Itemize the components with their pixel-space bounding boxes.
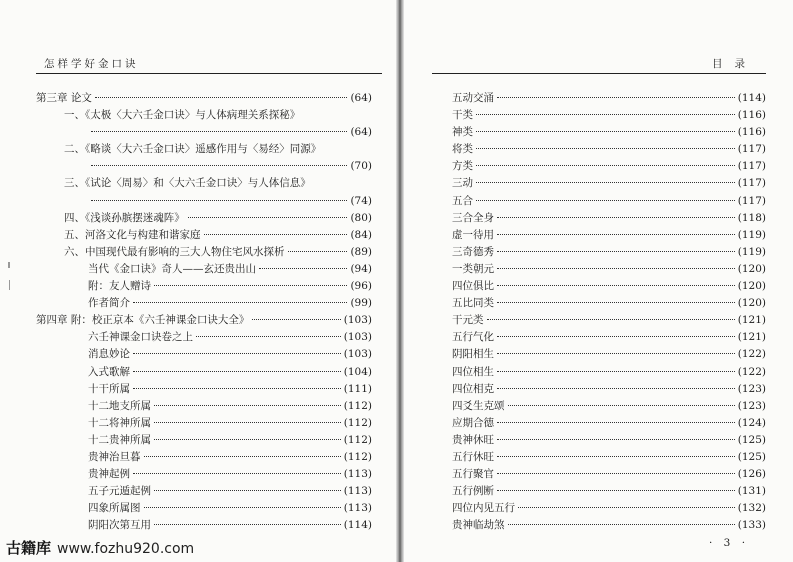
book-gutter <box>396 0 404 562</box>
toc-entry[interactable] <box>432 346 766 363</box>
toc-entry[interactable] <box>432 210 766 227</box>
toc-entry-title: 三奇德秀 <box>452 245 494 258</box>
scan-speck <box>8 262 10 268</box>
toc-entry-title: 贵神临劫煞 <box>452 519 505 532</box>
toc-leader-dots <box>91 200 347 201</box>
toc-entry-page: (125) <box>737 433 766 446</box>
toc-leader-dots <box>133 302 347 303</box>
toc-entry-page: (113) <box>343 468 372 481</box>
toc-entry-page: (121) <box>737 314 766 327</box>
toc-leader-dots <box>487 319 735 320</box>
right-running-head: 目录 <box>712 58 757 70</box>
toc-entry-title: 贵神休旺 <box>452 433 494 446</box>
toc-leader-dots <box>476 114 735 115</box>
toc-entry[interactable] <box>36 244 372 261</box>
toc-leader-dots <box>497 217 735 218</box>
toc-entry-page: (89) <box>350 245 372 258</box>
toc-entry-page: (64) <box>350 126 372 139</box>
toc-entry-title: 四位相克 <box>452 382 494 395</box>
toc-entry[interactable] <box>432 364 766 381</box>
toc-entry-title: 四位相生 <box>452 365 494 378</box>
toc-entry-page: (131) <box>737 485 766 498</box>
toc-entry-title: 一类朝元 <box>452 262 494 275</box>
toc-entry[interactable] <box>36 364 372 381</box>
toc-leader-dots <box>154 524 341 525</box>
toc-entry-title: 三合全身 <box>452 211 494 224</box>
toc-leader-dots <box>133 473 341 474</box>
toc-entry-title: 四象所属图 <box>88 502 141 515</box>
toc-leader-dots <box>133 371 341 372</box>
toc-entry-title: 阴阳相生 <box>452 348 494 361</box>
toc-entry-page: (113) <box>343 485 372 498</box>
toc-entry[interactable] <box>432 278 766 295</box>
toc-entry-page: (126) <box>737 468 766 481</box>
toc-entry-page: (94) <box>350 262 372 275</box>
toc-entry-title: 五子元遁起例 <box>88 485 151 498</box>
toc-entry-page: (111) <box>343 382 372 395</box>
toc-entry-page: (118) <box>737 211 766 224</box>
toc-entry-title: 十二地支所属 <box>88 399 151 412</box>
toc-entry-page: (117) <box>737 143 766 156</box>
toc-entry-title: 二、《略谈〈大六壬金口诀〉遥感作用与〈易经〉同源》 <box>64 143 322 156</box>
watermark[interactable] <box>6 537 194 558</box>
toc-entry[interactable] <box>36 312 372 329</box>
toc-entry[interactable] <box>432 295 766 312</box>
toc-entry[interactable] <box>36 381 372 398</box>
toc-entry-title: 三、《试论〈周易〉和〈大六壬金口诀〉与人体信息》 <box>64 177 311 190</box>
toc-leader-dots <box>497 251 735 252</box>
toc-leader-dots <box>518 507 735 508</box>
toc-entry[interactable] <box>36 261 372 278</box>
left-running-head: 怎样学好金口诀 <box>44 58 139 70</box>
toc-entry[interactable] <box>432 466 766 483</box>
toc-leader-dots <box>497 268 735 269</box>
toc-entry-title: 五行例断 <box>452 485 494 498</box>
toc-entry-page: (84) <box>350 228 372 241</box>
toc-entry[interactable] <box>432 432 766 449</box>
toc-entry[interactable] <box>36 158 372 175</box>
toc-entry-page: (122) <box>737 365 766 378</box>
toc-leader-dots <box>476 200 735 201</box>
toc-entry-page: (114) <box>343 519 372 532</box>
toc-entry-page: (116) <box>737 126 766 139</box>
toc-leader-dots <box>204 234 348 235</box>
toc-entry-title: 应期合德 <box>452 416 494 429</box>
toc-leader-dots <box>91 131 347 132</box>
toc-entry-title: 干元类 <box>452 314 484 327</box>
toc-entry[interactable] <box>36 295 372 312</box>
toc-entry-page: (120) <box>737 280 766 293</box>
toc-leader-dots <box>508 405 735 406</box>
toc-leader-dots <box>497 439 735 440</box>
toc-entry[interactable] <box>432 483 766 500</box>
toc-entry[interactable] <box>432 90 766 107</box>
toc-entry-title: 四位内见五行 <box>452 502 515 515</box>
toc-leader-dots <box>497 490 735 491</box>
toc-entry-title: 贵神起例 <box>88 468 130 481</box>
scan-speck <box>9 280 10 290</box>
right-header-rule <box>432 73 766 74</box>
toc-entry-title: 五行气化 <box>452 331 494 344</box>
watermark-site[interactable]: www.fozhu920.com <box>57 541 195 557</box>
toc-entry-page: (121) <box>737 331 766 344</box>
toc-entry-title: 四、《浅谈孙膑摆迷魂阵》 <box>64 211 185 224</box>
toc-entry-title: 一、《太极〈大六壬金口诀〉与人体病理关系探秘》 <box>64 109 301 122</box>
toc-entry[interactable] <box>432 141 766 158</box>
toc-leader-dots <box>144 456 341 457</box>
toc-entry[interactable] <box>36 500 372 517</box>
toc-entry[interactable] <box>36 90 372 107</box>
toc-entry[interactable] <box>36 466 372 483</box>
toc-entry-title: 神类 <box>452 126 473 139</box>
toc-entry-title: 五行休旺 <box>452 450 494 463</box>
toc-leader-dots <box>497 371 735 372</box>
toc-leader-dots <box>476 131 735 132</box>
toc-leader-dots <box>95 97 348 98</box>
toc-entry-page: (122) <box>737 348 766 361</box>
toc-entry[interactable] <box>36 398 372 415</box>
toc-entry-title: 干类 <box>452 109 473 122</box>
toc-entry-page: (123) <box>737 399 766 412</box>
toc-entry-page: (80) <box>350 211 372 224</box>
left-header-rule <box>36 73 382 74</box>
toc-entry[interactable] <box>432 158 766 175</box>
toc-entry-page: (120) <box>737 297 766 310</box>
toc-entry[interactable] <box>36 449 372 466</box>
toc-leader-dots <box>144 507 341 508</box>
page-number: · 3 · <box>709 537 750 549</box>
toc-entry-page: (104) <box>343 365 372 378</box>
toc-entry-page: (74) <box>350 194 372 207</box>
toc-leader-dots <box>259 268 347 269</box>
toc-entry-page: (99) <box>350 297 372 310</box>
toc-leader-dots <box>154 285 347 286</box>
toc-leader-dots <box>188 217 348 218</box>
toc-entry-title: 十干所属 <box>88 382 130 395</box>
toc-entry[interactable] <box>432 175 766 192</box>
toc-entry-title: 第三章 论文 <box>36 92 92 104</box>
toc-entry-page: (112) <box>343 433 372 446</box>
toc-entry-page: (119) <box>737 228 766 241</box>
toc-leader-dots <box>497 285 735 286</box>
toc-entry-title: 附：友人赠诗 <box>88 280 151 293</box>
toc-leader-dots <box>497 234 735 235</box>
toc-entry[interactable] <box>432 329 766 346</box>
toc-entry[interactable] <box>432 415 766 432</box>
toc-entry-title: 阴阳次第互用 <box>88 519 151 532</box>
toc-entry-page: (96) <box>350 280 372 293</box>
toc-entry[interactable] <box>432 312 766 329</box>
toc-entry[interactable] <box>432 398 766 415</box>
toc-entry[interactable] <box>36 210 372 227</box>
toc-entry-title: 五、河洛文化与构建和谐家庭 <box>64 228 201 241</box>
toc-entry-page: (103) <box>343 314 372 327</box>
toc-leader-dots <box>252 319 340 320</box>
toc-entry[interactable] <box>432 244 766 261</box>
toc-entry[interactable] <box>432 124 766 141</box>
toc-entry-title: 消息妙论 <box>88 348 130 361</box>
toc-entry-page: (116) <box>737 109 766 122</box>
toc-entry[interactable] <box>36 107 372 124</box>
toc-entry[interactable] <box>432 261 766 278</box>
toc-entry[interactable] <box>432 500 766 517</box>
toc-entry-title: 五动交涌 <box>452 92 494 104</box>
toc-entry[interactable] <box>432 381 766 398</box>
toc-entry-page: (132) <box>737 502 766 515</box>
toc-entry[interactable] <box>432 227 766 244</box>
toc-leader-dots <box>154 422 341 423</box>
toc-entry-page: (112) <box>343 450 372 463</box>
left-toc-list <box>36 90 372 534</box>
toc-leader-dots <box>497 388 735 389</box>
toc-entry-page: (114) <box>737 92 766 104</box>
toc-entry-title: 当代《金口诀》奇人——玄还贵出山 <box>88 262 256 275</box>
toc-entry-page: (125) <box>737 450 766 463</box>
toc-entry-page: (117) <box>737 177 766 190</box>
toc-entry-title: 方类 <box>452 160 473 173</box>
toc-leader-dots <box>154 405 341 406</box>
toc-entry-title: 贵神治旦暮 <box>88 450 141 463</box>
toc-entry-title: 十二将神所属 <box>88 416 151 429</box>
toc-entry-title: 五合 <box>452 194 473 207</box>
toc-entry-page: (123) <box>737 382 766 395</box>
toc-leader-dots <box>91 165 347 166</box>
toc-leader-dots <box>288 251 348 252</box>
toc-entry[interactable] <box>36 415 372 432</box>
toc-entry-title: 作者简介 <box>88 297 130 310</box>
toc-entry-page: (120) <box>737 262 766 275</box>
toc-leader-dots <box>497 456 735 457</box>
toc-entry-page: (103) <box>343 348 372 361</box>
toc-entry-title: 入式歌解 <box>88 365 130 378</box>
watermark-name: 古籍库 <box>6 539 52 557</box>
toc-entry[interactable] <box>432 193 766 210</box>
toc-entry[interactable] <box>36 432 372 449</box>
toc-leader-dots <box>196 336 341 337</box>
toc-entry[interactable] <box>36 483 372 500</box>
toc-leader-dots <box>497 302 735 303</box>
toc-entry-title: 虚一待用 <box>452 228 494 241</box>
toc-entry[interactable] <box>36 346 372 363</box>
toc-entry-title: 十二贵神所属 <box>88 433 151 446</box>
toc-leader-dots <box>497 97 735 98</box>
toc-leader-dots <box>508 524 735 525</box>
toc-leader-dots <box>497 353 735 354</box>
toc-entry[interactable] <box>36 329 372 346</box>
toc-entry-page: (133) <box>737 519 766 532</box>
toc-entry-page: (119) <box>737 245 766 258</box>
toc-entry[interactable] <box>432 449 766 466</box>
toc-entry[interactable] <box>36 227 372 244</box>
toc-entry[interactable] <box>36 141 372 158</box>
toc-leader-dots <box>497 336 735 337</box>
toc-entry-page: (112) <box>343 416 372 429</box>
toc-entry-page: (117) <box>737 194 766 207</box>
toc-entry-title: 六、中国现代最有影响的三大人物住宅风水探析 <box>64 245 285 258</box>
toc-entry-title: 第四章 附：校正京本《六壬神课金口诀大全》 <box>36 314 250 327</box>
toc-leader-dots <box>476 148 735 149</box>
toc-entry[interactable] <box>36 193 372 210</box>
toc-entry-title: 将类 <box>452 143 473 156</box>
toc-entry-title: 六壬神课金口诀卷之上 <box>88 331 193 344</box>
toc-entry-page: (113) <box>343 502 372 515</box>
toc-entry[interactable] <box>36 124 372 141</box>
toc-leader-dots <box>497 473 735 474</box>
toc-entry-title: 三动 <box>452 177 473 190</box>
toc-entry-page: (124) <box>737 416 766 429</box>
toc-entry-page: (70) <box>350 160 372 173</box>
toc-entry[interactable] <box>432 517 766 534</box>
toc-entry[interactable] <box>432 107 766 124</box>
toc-entry-page: (112) <box>343 399 372 412</box>
toc-leader-dots <box>154 490 341 491</box>
toc-entry-title: 五行聚官 <box>452 468 494 481</box>
toc-leader-dots <box>133 388 341 389</box>
toc-entry-page: (117) <box>737 160 766 173</box>
toc-leader-dots <box>476 182 735 183</box>
toc-leader-dots <box>497 422 735 423</box>
toc-leader-dots <box>476 165 735 166</box>
toc-entry[interactable] <box>36 278 372 295</box>
toc-entry-title: 四爻生克颂 <box>452 399 505 412</box>
toc-entry-page: (103) <box>343 331 372 344</box>
right-toc-list <box>432 90 766 534</box>
toc-entry-title: 五比同类 <box>452 297 494 310</box>
toc-entry[interactable] <box>36 175 372 192</box>
toc-entry-page: (64) <box>350 92 372 104</box>
toc-leader-dots <box>154 439 341 440</box>
toc-leader-dots <box>133 353 341 354</box>
toc-entry-title: 四位俱比 <box>452 280 494 293</box>
toc-entry[interactable] <box>36 517 372 534</box>
